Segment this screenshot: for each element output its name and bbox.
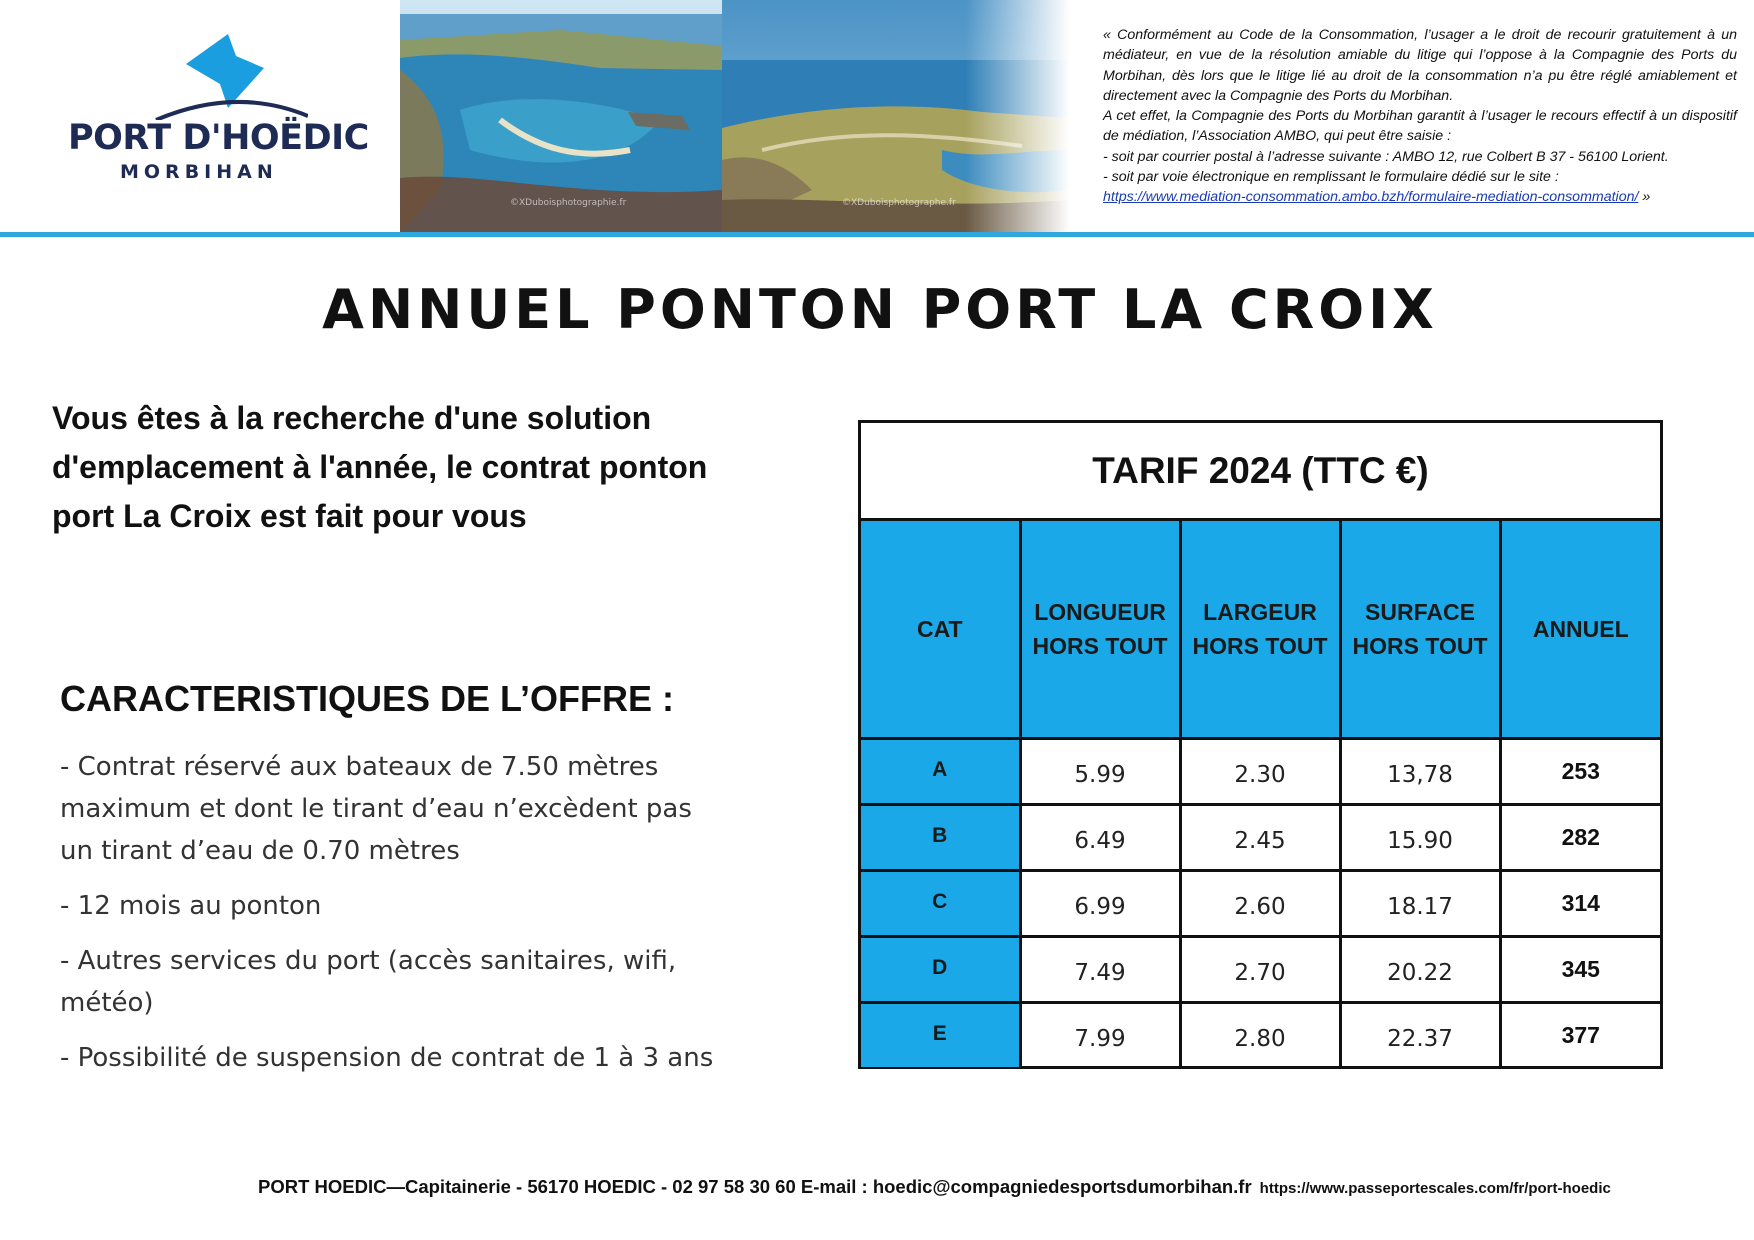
table-row <box>861 805 1660 871</box>
logo-subtitle: MORBIHAN <box>120 161 278 183</box>
cell-annuel: 282 <box>1500 805 1660 871</box>
mediation-notice-paragraph: - soit par voie électronique en remplissant le formulaire dédié sur le site : <box>1103 169 1559 186</box>
feature-item <box>60 885 780 927</box>
intro-line: Vous êtes à la recherche d'une solution <box>52 400 652 436</box>
cell-surface: 18.17 <box>1340 871 1500 937</box>
feature-item <box>60 1037 780 1079</box>
cell-annuel: 345 <box>1500 937 1660 1003</box>
cell-longueur: 5.99 <box>1020 739 1180 805</box>
col-header-annuel: ANNUEL <box>1500 521 1660 739</box>
cell-annuel: 314 <box>1500 871 1660 937</box>
header-divider <box>0 232 1754 237</box>
cell-cat: D <box>861 937 1020 1003</box>
header <box>0 0 1754 232</box>
mediation-form-link[interactable]: https://www.mediation-consommation.ambo.bzh/formulaire-mediation-consommation/ <box>1103 189 1639 206</box>
mediation-notice-paragraph: A cet effet, la Compagnie des Ports du Morbihan garantit à l’usager le recours effectif à un dispositif de médiation, l’Association AMBO, qui peut être saisie : <box>1103 108 1737 145</box>
footer-website-link[interactable]: https://www.passeportescales.com/fr/port-hoedic <box>1259 1180 1611 1197</box>
mediation-notice-paragraph: - soit par courrier postal à l’adresse suivante : AMBO 12, rue Colbert B 37 - 56100 Lorient. <box>1103 148 1669 165</box>
cell-cat: A <box>861 739 1020 805</box>
cell-annuel: 377 <box>1500 1003 1660 1068</box>
cell-longueur: 6.99 <box>1020 871 1180 937</box>
cell-surface: 22.37 <box>1340 1003 1500 1068</box>
feature-item <box>60 746 780 872</box>
photo-watermark: ©XDuboisphotographe.fr <box>842 198 956 208</box>
cell-longueur: 6.49 <box>1020 805 1180 871</box>
col-header-largeur: LARGEUR HORS TOUT <box>1180 521 1340 739</box>
sail-logo-icon <box>108 30 308 120</box>
cell-annuel: 253 <box>1500 739 1660 805</box>
table-row <box>861 1003 1660 1068</box>
quote-close: » <box>1638 189 1651 206</box>
table-header-row <box>861 521 1660 739</box>
features-title: CARACTERISTIQUES DE L’OFFRE : <box>60 678 675 719</box>
feature-line: - 12 mois au ponton <box>60 891 322 921</box>
coast-aerial-photo <box>722 0 1070 232</box>
cell-surface: 20.22 <box>1340 937 1500 1003</box>
intro-line: port La Croix est fait pour vous <box>52 498 527 534</box>
photo-watermark: ©XDuboisphotographie.fr <box>510 198 627 208</box>
cell-largeur: 2.60 <box>1180 871 1340 937</box>
mediation-notice-paragraph: « Conformément au Code de la Consommation, l’usager a le droit de recourir gratuitement à un médiateur, en vue de la résolution amiable du litige qui l’oppose à la Compagnie des Ports du Morbihan, dès lors que le litige lié au droit de la consommation n’a pu être réglé amiablement et directement avec la Compagnie des Ports du Morbihan. <box>1103 27 1737 104</box>
mediation-notice <box>1103 25 1737 208</box>
col-header-cat: CAT <box>861 521 1020 739</box>
intro-line: d'emplacement à l'année, le contrat ponton <box>52 449 708 485</box>
cell-longueur: 7.99 <box>1020 1003 1180 1068</box>
cell-longueur: 7.49 <box>1020 937 1180 1003</box>
cell-cat: B <box>861 805 1020 871</box>
table-row <box>861 739 1660 805</box>
tarif-title: TARIF 2024 (TTC €) <box>861 423 1660 521</box>
table-row <box>861 937 1660 1003</box>
cell-cat: E <box>861 1003 1020 1068</box>
feature-item <box>60 940 780 1024</box>
footer-contact: PORT HOEDIC—Capitainerie - 56170 HOEDIC - 02 97 58 30 60 E-mail : hoedic@compagniedesportsdumorbihan.fr <box>258 1176 1252 1197</box>
port-hoedic-logo <box>60 28 369 198</box>
feature-line: maximum et dont le tirant d’eau n’excèdent pas <box>60 794 692 824</box>
col-header-longueur: LONGUEUR HORS TOUT <box>1020 521 1180 739</box>
feature-line: un tirant d’eau de 0.70 mètres <box>60 836 460 866</box>
feature-line: - Autres services du port (accès sanitaires, wifi, <box>60 946 677 976</box>
mediation-link-line <box>1103 187 1737 207</box>
cell-largeur: 2.80 <box>1180 1003 1340 1068</box>
cell-largeur: 2.70 <box>1180 937 1340 1003</box>
cell-surface: 15.90 <box>1340 805 1500 871</box>
tarif-table <box>858 420 1663 1069</box>
col-header-surface: SURFACE HORS TOUT <box>1340 521 1500 739</box>
cell-largeur: 2.45 <box>1180 805 1340 871</box>
cell-surface: 13,78 <box>1340 739 1500 805</box>
features-list <box>60 746 780 1092</box>
feature-line: météo) <box>60 988 154 1018</box>
feature-line: - Possibilité de suspension de contrat de 1 à 3 ans <box>60 1043 714 1073</box>
footer <box>258 1176 1611 1198</box>
feature-line: - Contrat réservé aux bateaux de 7.50 mètres <box>60 752 659 782</box>
page-title: ANNUEL PONTON PORT LA CROIX <box>322 278 1438 341</box>
table-row <box>861 871 1660 937</box>
tarif-grid <box>861 521 1660 1067</box>
cell-cat: C <box>861 871 1020 937</box>
intro-text <box>52 394 792 541</box>
harbour-aerial-photo <box>400 0 722 232</box>
cell-largeur: 2.30 <box>1180 739 1340 805</box>
logo-title: PORT D'HOËDIC <box>68 118 369 158</box>
